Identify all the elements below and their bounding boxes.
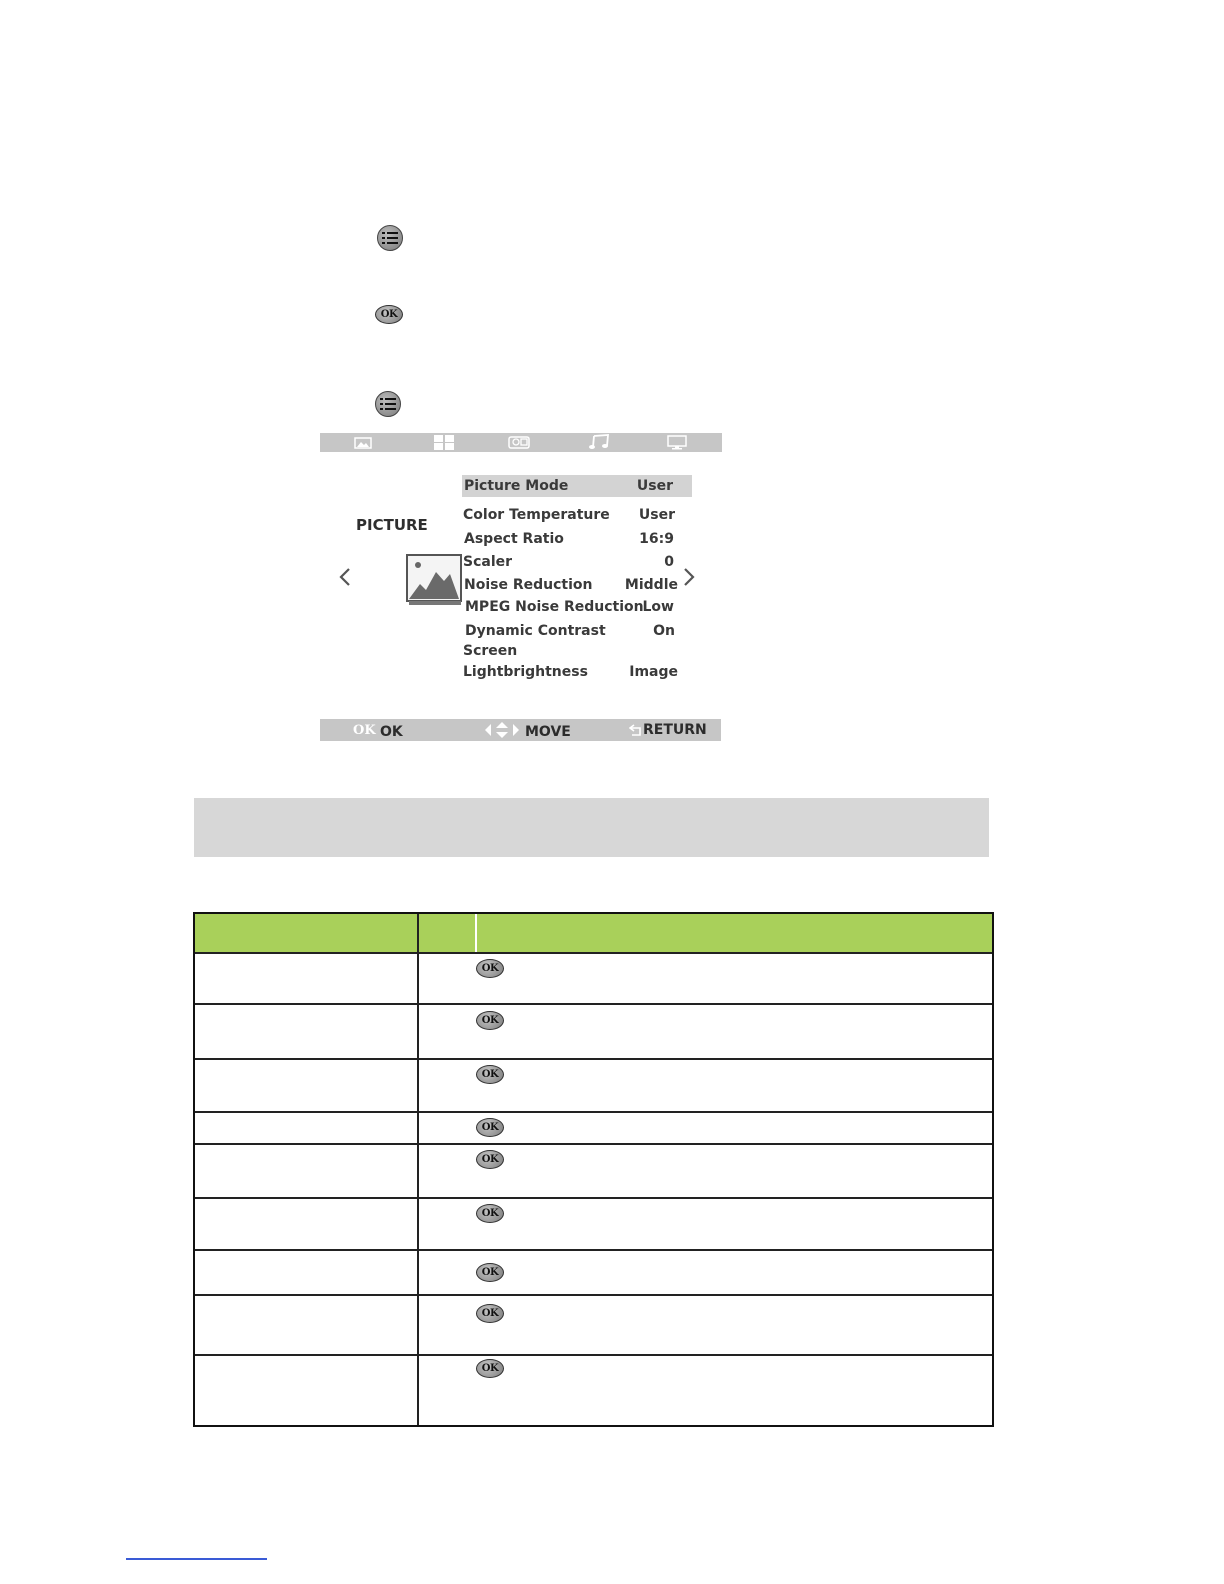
sound-tab-icon[interactable] [588, 434, 610, 455]
menu-item-label: Screen [463, 643, 518, 659]
menu-footer-bar [320, 719, 721, 741]
menu-item-label: Noise Reduction [464, 577, 593, 593]
footer-ok-label[interactable]: OK [380, 724, 403, 740]
row-divider [195, 1003, 992, 1005]
menu-item-scaler[interactable] [462, 551, 692, 573]
menu-item-label: Color Temperature [463, 507, 610, 523]
screen-tab-icon[interactable] [667, 435, 687, 455]
table-header [195, 914, 992, 952]
channel-tab-icon[interactable] [434, 435, 454, 455]
row-divider [195, 1197, 992, 1199]
menu-tab-bar [320, 433, 722, 452]
chevron-left-icon[interactable] [337, 566, 353, 593]
row-divider [195, 1111, 992, 1113]
ok-icon: OK [476, 1263, 504, 1282]
row-divider [195, 1294, 992, 1296]
picture-image-icon [406, 554, 462, 611]
row-divider [195, 1249, 992, 1251]
picture-tab-icon[interactable] [354, 436, 372, 454]
menu-item-value: Middle [624, 577, 678, 593]
menu-item-value: 16:9 [639, 531, 674, 547]
menu-item-label: Dynamic Contrast [465, 623, 606, 639]
menu-item-label: Lightbrightness [463, 664, 588, 680]
menu-icon [377, 225, 403, 251]
return-icon [629, 723, 643, 742]
menu-item-value: 0 [664, 554, 674, 570]
menu-item-mpeg-noise-reduction[interactable] [462, 596, 692, 618]
menu-item-dynamic-contrast[interactable] [462, 620, 692, 642]
menu-icon [375, 391, 401, 417]
ok-icon: OK [476, 1204, 504, 1223]
footer-link-underline[interactable] [126, 1558, 267, 1560]
menu-item-value: Low [642, 599, 674, 615]
lock-tab-icon[interactable] [507, 434, 531, 454]
row-divider [195, 1354, 992, 1356]
menu-item-value: Image [629, 664, 678, 680]
ok-icon: OK [375, 305, 403, 324]
menu-item-value: On [653, 623, 675, 639]
menu-item-label: Scaler [463, 554, 513, 570]
menu-item-label: Picture Mode [464, 478, 569, 494]
menu-item-lightbrightness[interactable] [462, 661, 692, 683]
header-divider [475, 914, 477, 952]
ok-icon: OK [476, 1359, 504, 1378]
row-divider [195, 1058, 992, 1060]
menu-item-value: User [638, 507, 675, 523]
menu-item-label: Aspect Ratio [464, 531, 564, 547]
menu-item-value: User [636, 478, 673, 494]
row-divider [195, 1143, 992, 1145]
column-divider [417, 914, 419, 1425]
ok-icon: OK [476, 1065, 504, 1084]
menu-item-label: MPEG Noise Reduction [465, 599, 644, 615]
menu-section-title: PICTURE [356, 516, 428, 534]
ok-icon: OK [476, 959, 504, 978]
ok-icon: OK [353, 723, 376, 738]
ok-icon: OK [476, 1011, 504, 1030]
menu-item-color-temperature[interactable] [462, 504, 692, 526]
move-arrows-icon [484, 721, 520, 744]
menu-item-noise-reduction[interactable] [462, 574, 692, 596]
ok-icon: OK [476, 1150, 504, 1169]
menu-item-screen[interactable] [462, 640, 692, 662]
ok-icon: OK [476, 1304, 504, 1323]
menu-item-aspect-ratio[interactable] [462, 528, 692, 550]
menu-item-picture-mode[interactable] [462, 475, 692, 497]
ok-icon: OK [476, 1118, 504, 1137]
settings-table [193, 912, 994, 1427]
info-bar [194, 798, 989, 857]
row-divider [195, 952, 992, 954]
footer-return-label[interactable]: RETURN [643, 722, 707, 738]
footer-move-label[interactable]: MOVE [525, 724, 571, 740]
